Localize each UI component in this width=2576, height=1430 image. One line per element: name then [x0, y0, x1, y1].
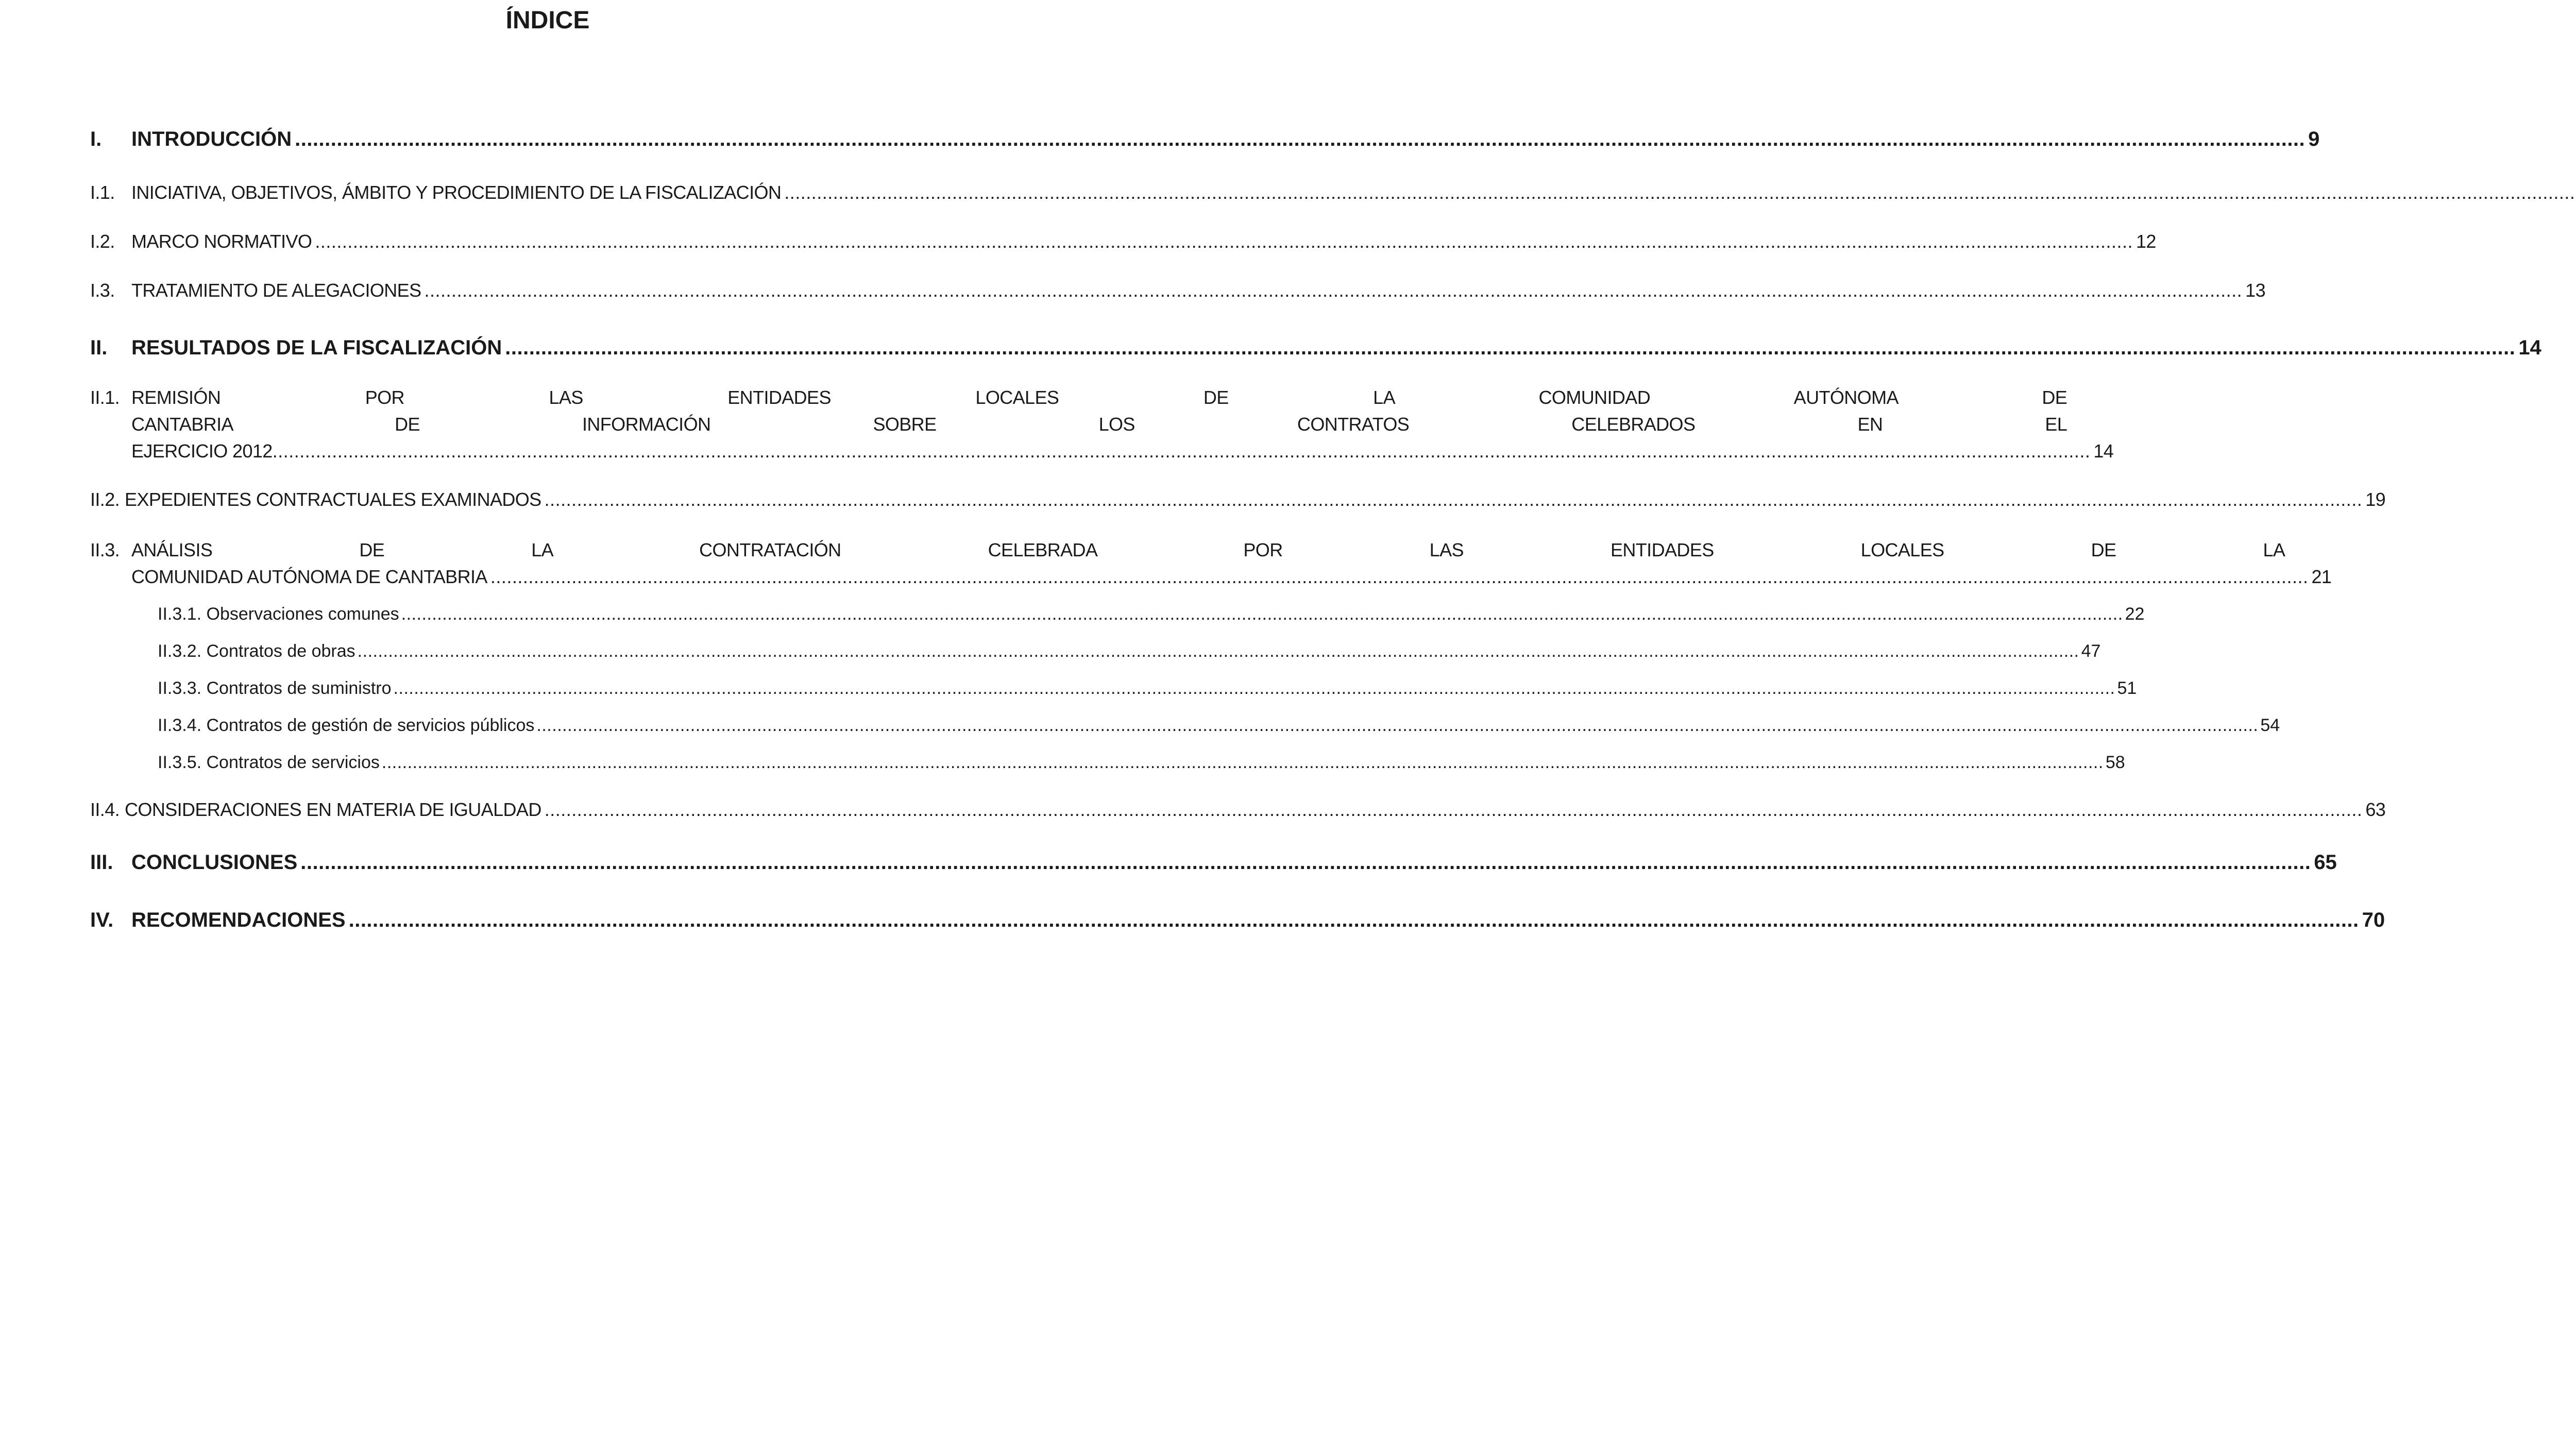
toc-page-number: 65 [2314, 851, 2337, 874]
toc-page-number: 13 [2245, 280, 2266, 301]
toc-label: II.3.4. Contratos de gestión de servicios públicos [158, 716, 535, 735]
toc-number: II. [90, 336, 108, 359]
toc-entry-alegaciones[interactable] [90, 277, 2266, 304]
toc-leader [401, 603, 2123, 625]
toc-label-line: ANÁLISIS DE LA CONTRATACIÓN CELEBRADA POR LAS ENTIDADES LOCALES DE LA [131, 539, 2285, 560]
toc-entry-recomendaciones[interactable] [90, 908, 2385, 932]
toc-leader [425, 277, 2243, 304]
toc-page-number: 58 [2105, 753, 2125, 772]
toc-entry-obras[interactable] [158, 640, 2101, 662]
toc-label: RESULTADOS DE LA FISCALIZACIÓN [131, 336, 502, 359]
toc-label-line: COMUNIDAD AUTÓNOMA DE CANTABRIA [131, 566, 487, 587]
page-title: ÍNDICE [505, 7, 590, 34]
toc-leader [505, 335, 2515, 360]
toc-label: II.3.5. Contratos de servicios [158, 753, 380, 772]
toc-page-number: 63 [2365, 799, 2386, 820]
toc-page-number: 51 [2117, 678, 2137, 698]
toc-entry-servicios[interactable] [158, 751, 2125, 774]
toc-leader [490, 564, 2309, 590]
toc-entry-observaciones[interactable] [158, 603, 2145, 625]
toc-entry-suministro[interactable] [158, 677, 2137, 700]
toc-entry-remision[interactable] [90, 384, 2114, 465]
toc-entry-gestion-servicios[interactable] [158, 714, 2280, 737]
toc-label: INTRODUCCIÓN [131, 128, 292, 150]
toc-label: II.3.2. Contratos de obras [158, 641, 355, 661]
toc-page-number: 21 [2311, 566, 2332, 587]
toc-page-number: 9 [2308, 128, 2320, 150]
toc-label: CONSIDERACIONES EN MATERIA DE IGUALDAD [125, 799, 541, 820]
toc-label: INICIATIVA, OBJETIVOS, ÁMBITO Y PROCEDIMIENTO DE LA FISCALIZACIÓN [131, 182, 782, 203]
toc-page-number: 47 [2081, 641, 2101, 661]
toc-leader [315, 228, 2133, 255]
toc-page-number: 12 [2136, 231, 2156, 252]
toc-number: IV. [90, 909, 114, 931]
toc-number: I.1. [90, 182, 115, 203]
toc-leader [382, 751, 2104, 774]
toc-number: I.3. [90, 280, 115, 301]
toc-label: II.3.1. Observaciones comunes [158, 604, 399, 624]
toc-leader [300, 850, 2311, 875]
toc-entry-introduccion[interactable] [90, 127, 2320, 151]
toc-label-line: REMISIÓN POR LAS ENTIDADES LOCALES DE LA COMUNIDAD AUTÓNOMA DE [131, 387, 2067, 408]
toc-label: CONCLUSIONES [131, 851, 298, 874]
toc-number: II.2. [90, 489, 120, 510]
toc-leader [784, 179, 2576, 206]
toc-label: TRATAMIENTO DE ALEGACIONES [131, 280, 421, 301]
toc-entry-marco-normativo[interactable] [90, 228, 2156, 255]
toc-label: RECOMENDACIONES [131, 909, 346, 931]
toc-label: EXPEDIENTES CONTRACTUALES EXAMINADOS [125, 489, 541, 510]
toc-label-line: CANTABRIA DE INFORMACIÓN SOBRE LOS CONTRATOS CELEBRADOS EN EL [131, 414, 2067, 435]
toc-leader [273, 438, 2091, 465]
toc-page-number: 19 [2365, 489, 2386, 510]
toc-number: II.1. [90, 387, 120, 408]
toc-number: II.3. [90, 539, 120, 560]
toc-label-line: EJERCICIO 2012 [131, 440, 273, 462]
toc-leader [536, 714, 2258, 737]
toc-page-number: 70 [2362, 909, 2385, 931]
toc-entry-iniciativa[interactable] [90, 179, 1007, 206]
toc-number: I.2. [90, 231, 115, 252]
toc-label: II.3.3. Contratos de suministro [158, 678, 392, 698]
toc-leader [394, 677, 2115, 700]
toc-entry-igualdad[interactable] [90, 796, 2386, 823]
toc-page-number: 54 [2260, 716, 2280, 735]
toc-entry-conclusiones[interactable] [90, 850, 2337, 875]
toc-page-number: 22 [2125, 604, 2145, 624]
toc-page-number: 14 [2518, 336, 2541, 359]
toc-entry-analisis[interactable] [90, 537, 2332, 590]
toc-leader [349, 908, 2359, 932]
toc-entry-resultados[interactable] [90, 335, 2541, 360]
toc-leader [358, 640, 2079, 662]
toc-number: II.4. [90, 799, 120, 820]
toc-leader [545, 796, 2363, 823]
toc-page-number: 14 [2093, 440, 2114, 462]
toc-leader [545, 486, 2363, 513]
toc-label: MARCO NORMATIVO [131, 231, 312, 252]
toc-number: I. [90, 128, 102, 150]
toc-leader [295, 127, 2305, 151]
toc-number: III. [90, 851, 113, 874]
toc-entry-expedientes[interactable] [90, 486, 2386, 513]
